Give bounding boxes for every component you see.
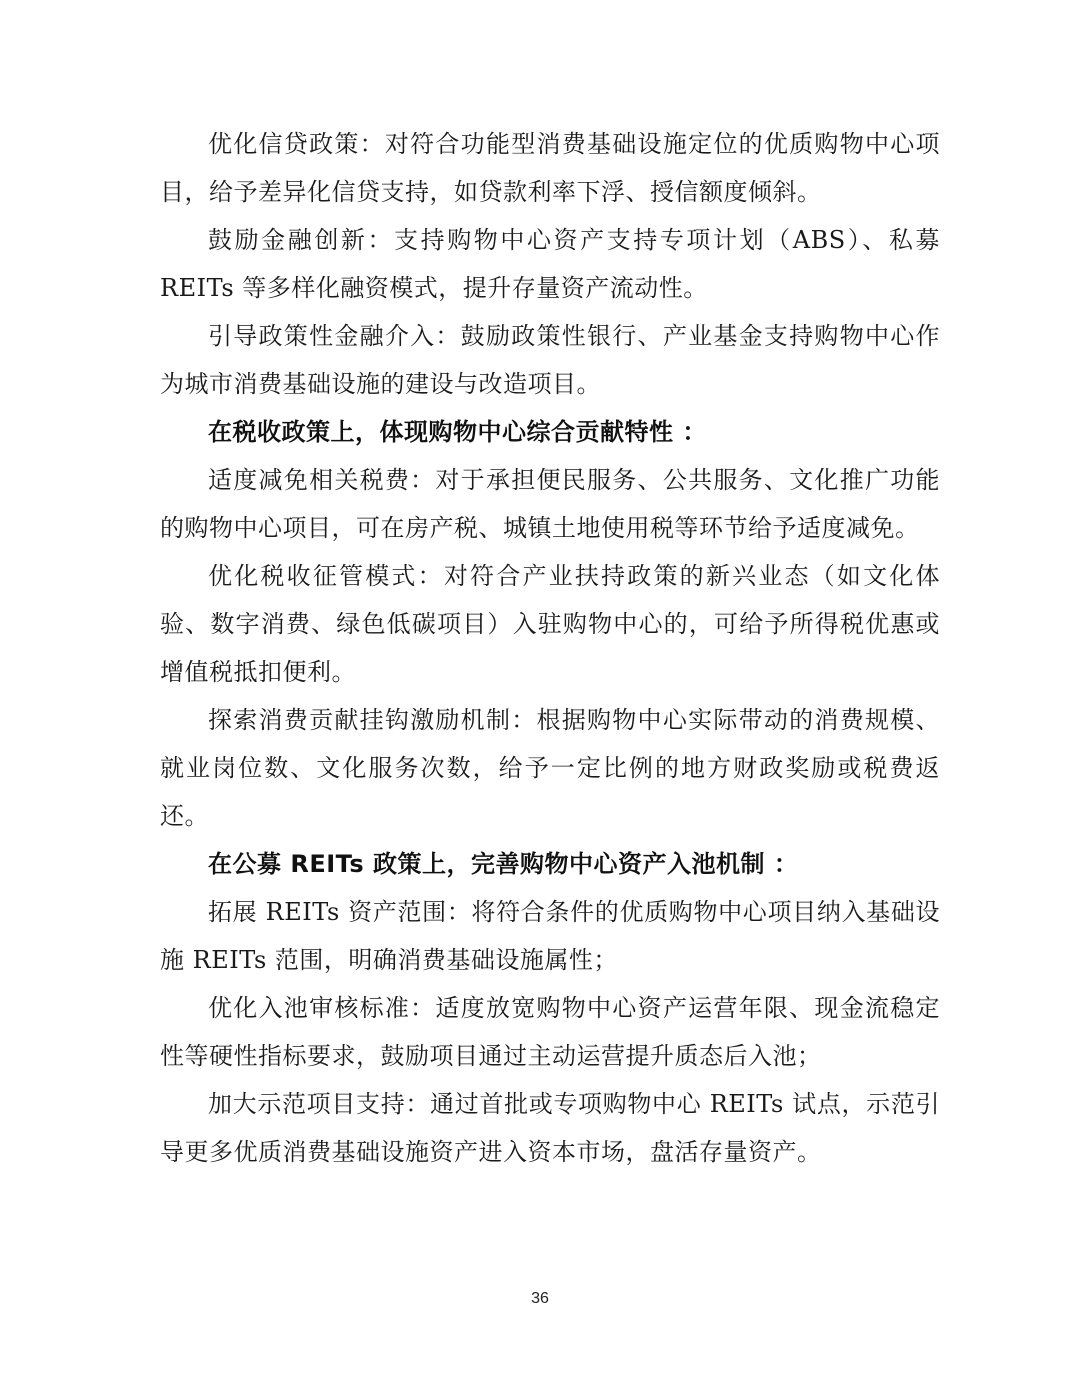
paragraph-financial-innovation: 鼓励金融创新：支持购物中心资产支持专项计划（ABS）、私募 REITs 等多样化融资模式，提升存量资产流动性。	[160, 226, 940, 302]
paragraph-pilot-support: 加大示范项目支持：通过首批或专项购物中心 REITs 试点，示范引导更多优质消费基础设施资产进入资本市场，盘活存量资产。	[160, 1090, 940, 1166]
heading-reits-policy: 在公募 REITs 政策上，完善购物中心资产入池机制 ：	[208, 850, 799, 878]
page-number: 36	[531, 1290, 549, 1307]
paragraph-tax-administration: 优化税收征管模式：对符合产业扶持政策的新兴业态（如文化体验、数字消费、绿色低碳项目）入驻购物中心的，可给予所得税优惠或增值税抵扣便利。	[160, 562, 940, 686]
paragraph-review-standards: 优化入池审核标准：适度放宽购物中心资产运营年限、现金流稳定性等硬性指标要求，鼓励项目通过主动运营提升质态后入池；	[160, 994, 940, 1070]
paragraph-policy-finance: 引导政策性金融介入：鼓励政策性银行、产业基金支持购物中心作为城市消费基础设施的建设与改造项目。	[160, 322, 940, 398]
page-content	[160, 120, 940, 1176]
paragraph-tax-reduction: 适度减免相关税费：对于承担便民服务、公共服务、文化推广功能的购物中心项目，可在房产税、城镇土地使用税等环节给予适度减免。	[160, 466, 940, 542]
heading-tax-policy: 在税收政策上，体现购物中心综合贡献特性 ：	[208, 418, 707, 446]
paragraph-incentive-mechanism: 探索消费贡献挂钩激励机制：根据购物中心实际带动的消费规模、就业岗位数、文化服务次数，给予一定比例的地方财政奖励或税费返还。	[160, 706, 940, 830]
paragraph-reits-scope: 拓展 REITs 资产范围：将符合条件的优质购物中心项目纳入基础设施 REITs 范围，明确消费基础设施属性；	[160, 898, 940, 974]
paragraph-credit-policy: 优化信贷政策：对符合功能型消费基础设施定位的优质购物中心项目，给予差异化信贷支持，如贷款利率下浮、授信额度倾斜。	[160, 130, 940, 206]
